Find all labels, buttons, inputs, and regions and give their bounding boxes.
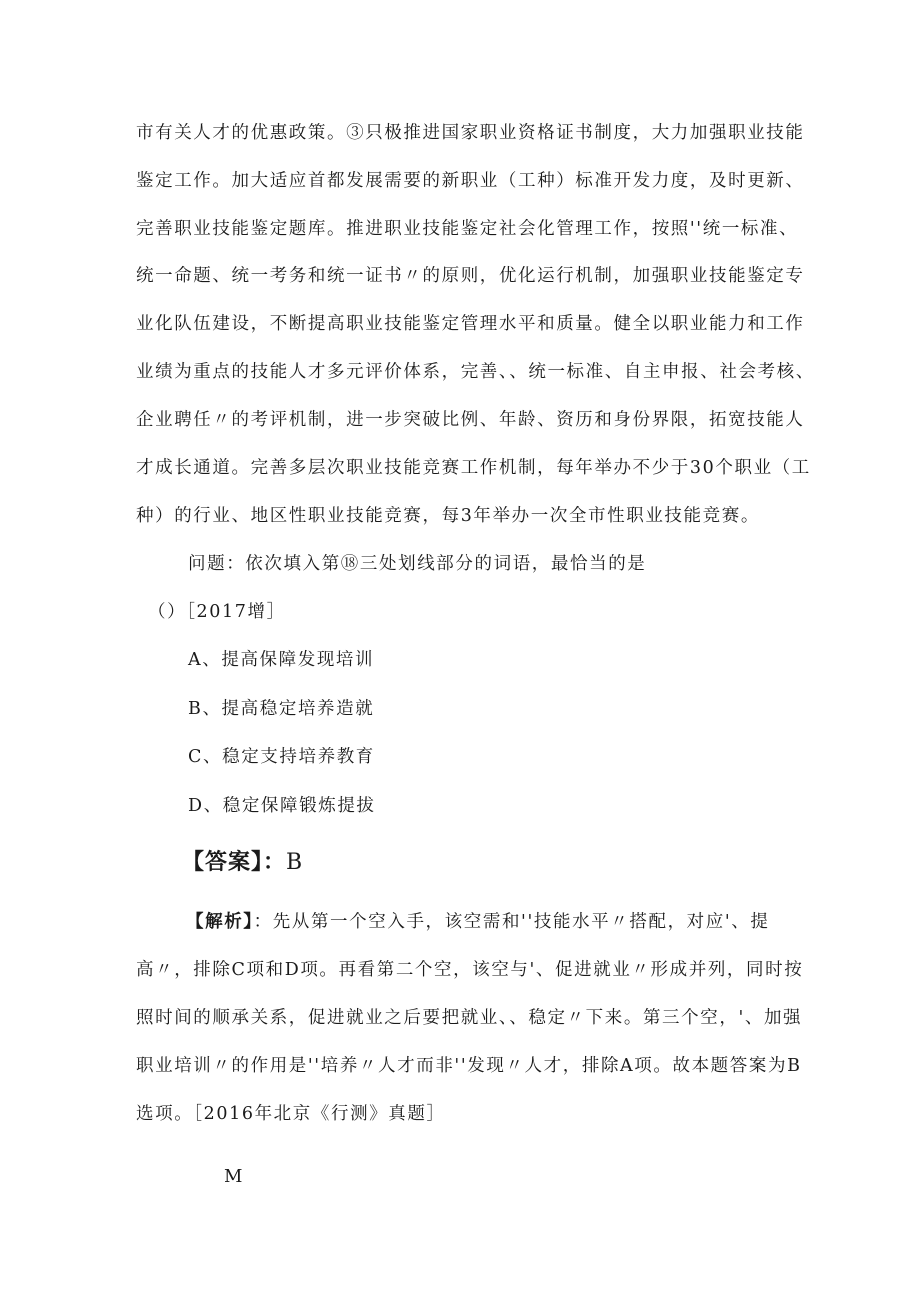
- option-d: D、稳定保障锻炼提拔: [188, 796, 376, 816]
- paragraph-line-1: 市有关人才的优惠政策。③只极推进国家职业资格证书制度，大力加强职业技能: [136, 123, 805, 143]
- analysis-line-4: 职业培训〃的作用是''培养〃人才而非''发现〃人才，排除A项。故本题答案为B: [136, 1056, 802, 1076]
- paragraph-line-6: 业绩为重点的技能人才多元评价体系，完善、、统一标准、自主申报、社会考核、: [136, 362, 815, 382]
- paragraph-line-7: 企业聘任〃的考评机制，进一步突破比例、年龄、资历和身份界限，拓宽技能人: [136, 410, 805, 430]
- question-text: 问题：依次填入第⑱三处划线部分的词语，最恰当的是: [188, 554, 647, 574]
- paragraph-line-5: 业化队伍建设，不断提高职业技能鉴定管理水平和质量。健全以职业能力和工作: [136, 314, 805, 334]
- analysis-line-3: 照时间的顺承关系，促进就业之后要把就业、、稳定〃下来。第三个空，'、加强: [136, 1008, 803, 1028]
- paragraph-line-3: 完善职业技能鉴定题库。推进职业技能鉴定社会化管理工作，按照''统一标准、: [136, 219, 799, 239]
- option-a: A、提高保障发现培训: [188, 650, 375, 670]
- option-b: B、提高稳定培养造就: [188, 699, 375, 719]
- option-c: C、稳定支持培养教育: [188, 747, 375, 767]
- question-blank-source: （）［2017增］: [148, 602, 286, 622]
- paragraph-line-8: 才成长通道。完善多层次职业技能竞赛工作机制，每年举办不少于30个职业（工: [136, 458, 811, 478]
- footer-mark: M: [224, 1166, 243, 1187]
- answer-line: [182, 848, 303, 878]
- answer-value: B: [286, 850, 304, 875]
- analysis-tag: 【解析】: [186, 912, 254, 932]
- paragraph-line-4: 统一命题、统一考务和统一证书〃的原则，优化运行机制，加强职业技能鉴定专: [136, 266, 805, 286]
- analysis-line-5: 选项。［2016年北京《行测》真题］: [136, 1104, 446, 1124]
- analysis-line-2: 高〃，排除C项和D项。再看第二个空，该空与'、促进就业〃形成并列，同时按: [136, 960, 804, 980]
- analysis-line-1: [186, 910, 770, 934]
- paragraph-line-9: 种）的行业、地区性职业技能竞赛，每3年举办一次全市性职业技能竞赛。: [136, 506, 760, 526]
- answer-label: 【答案】：: [182, 850, 287, 875]
- analysis-line-1-text: ：先从第一个空入手，该空需和''技能水平〃搭配，对应'、提: [253, 912, 770, 932]
- paragraph-line-2: 鉴定工作。加大适应首都发展需要的新职业（工种）标准开发力度，及时更新、: [136, 171, 805, 191]
